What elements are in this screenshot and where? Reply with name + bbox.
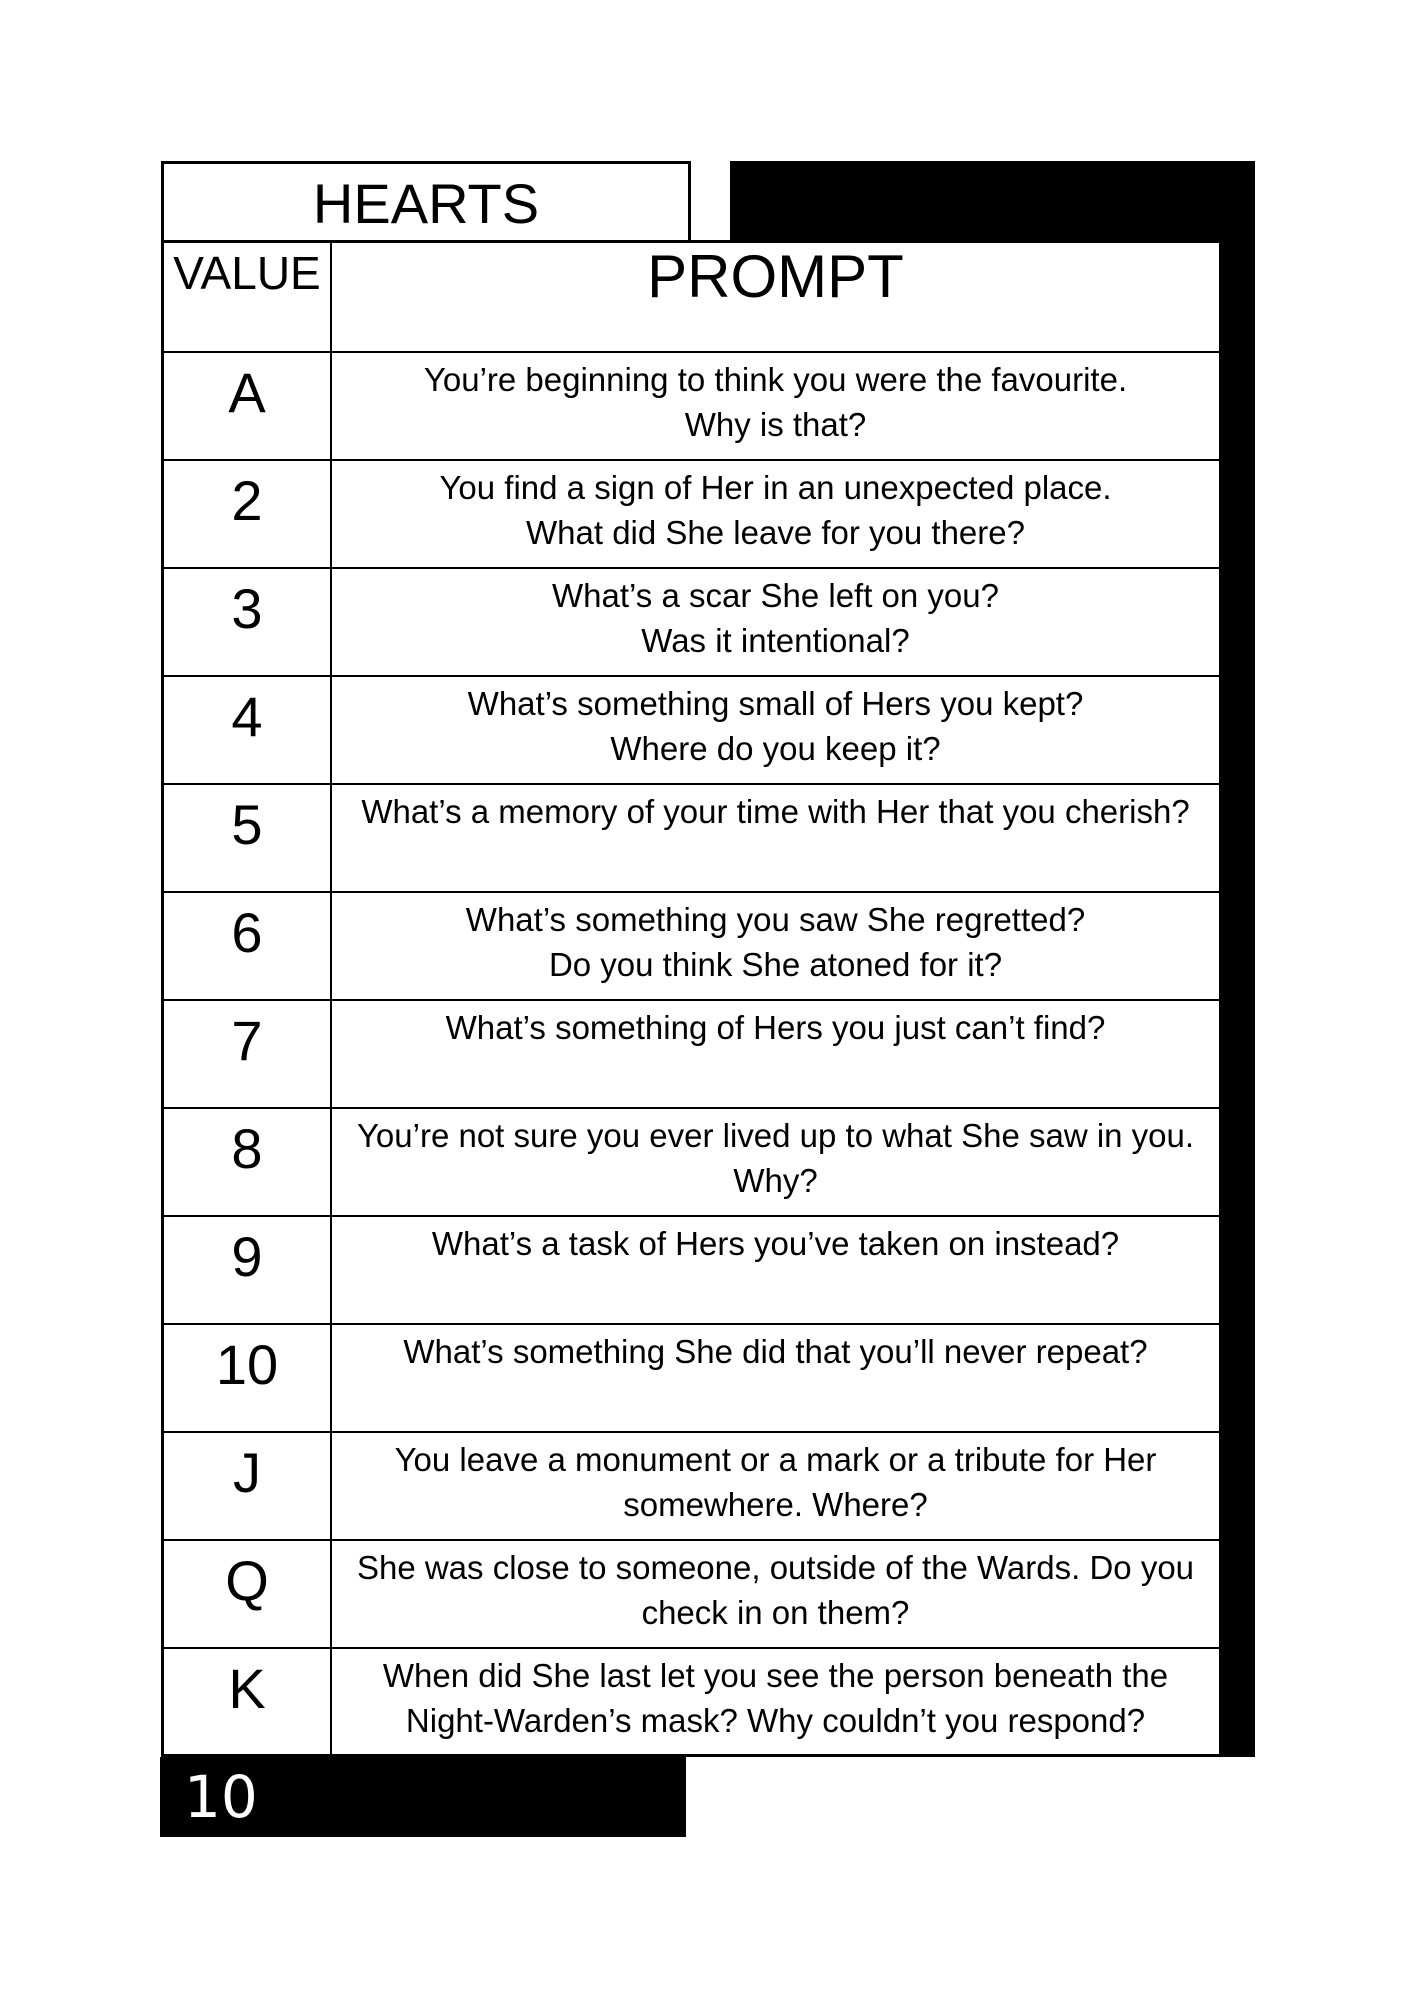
prompt-text: You find a sign of Her in an unexpected place. What did She leave for you there? xyxy=(439,469,1112,551)
card-value: 5 xyxy=(164,785,332,891)
table-row xyxy=(164,1323,1219,1431)
card-value: 10 xyxy=(164,1325,332,1431)
prompt-text: You’re not sure you ever lived up to what She saw in you. Why? xyxy=(356,1117,1195,1199)
prompt-text: What’s a task of Hers you’ve taken on instead? xyxy=(431,1225,1120,1262)
card-value: 3 xyxy=(164,569,332,675)
table-row xyxy=(164,1215,1219,1323)
table-row xyxy=(164,999,1219,1107)
table-row xyxy=(164,459,1219,567)
table-row xyxy=(164,1539,1219,1647)
card-value: 8 xyxy=(164,1109,332,1215)
card-value: K xyxy=(164,1649,332,1755)
prompt-text: She was close to someone, outside of the Wards. Do you check in on them? xyxy=(356,1549,1195,1631)
table-row xyxy=(164,567,1219,675)
table-row xyxy=(164,783,1219,891)
card-value: 6 xyxy=(164,893,332,999)
prompt-table xyxy=(161,240,1223,1757)
card-value: 7 xyxy=(164,1001,332,1107)
prompt-text: When did She last let you see the person beneath the Night-Warden’s mask? Why couldn’t you respond? xyxy=(382,1657,1169,1739)
prompt-text: What’s something small of Hers you kept? Where do you keep it? xyxy=(467,685,1084,767)
table-row xyxy=(164,1107,1219,1215)
prompt-text: You’re beginning to think you were the favourite. Why is that? xyxy=(423,361,1128,443)
card-value: 9 xyxy=(164,1217,332,1323)
card-value: 4 xyxy=(164,677,332,783)
table-row xyxy=(164,891,1219,999)
prompt-column-header: PROMPT xyxy=(647,243,904,310)
prompt-text: What’s a memory of your time with Her that you cherish? xyxy=(361,793,1190,830)
prompt-text: What’s a scar She left on you? Was it intentional? xyxy=(552,577,999,659)
page-number-badge: 10 xyxy=(160,1757,686,1837)
table-row xyxy=(164,351,1219,459)
decorative-shadow-top xyxy=(730,161,1255,243)
prompt-text: What’s something of Hers you just can’t find? xyxy=(445,1009,1106,1046)
prompt-text: What’s something you saw She regretted? Do you think She atoned for it? xyxy=(465,901,1086,983)
prompt-text: What’s something She did that you’ll never repeat? xyxy=(403,1333,1148,1370)
table-row xyxy=(164,675,1219,783)
card-value: 2 xyxy=(164,461,332,567)
table-row xyxy=(164,1431,1219,1539)
card-value: J xyxy=(164,1433,332,1539)
suit-title: HEARTS xyxy=(161,161,691,246)
card-value: Q xyxy=(164,1541,332,1647)
table-row xyxy=(164,1647,1219,1755)
prompt-text: You leave a monument or a mark or a tribute for Her somewhere. Where? xyxy=(394,1441,1157,1523)
value-column-header: VALUE xyxy=(164,243,332,351)
table-header-row xyxy=(164,243,1219,351)
card-value: A xyxy=(164,353,332,459)
decorative-shadow-right xyxy=(1222,243,1255,1757)
